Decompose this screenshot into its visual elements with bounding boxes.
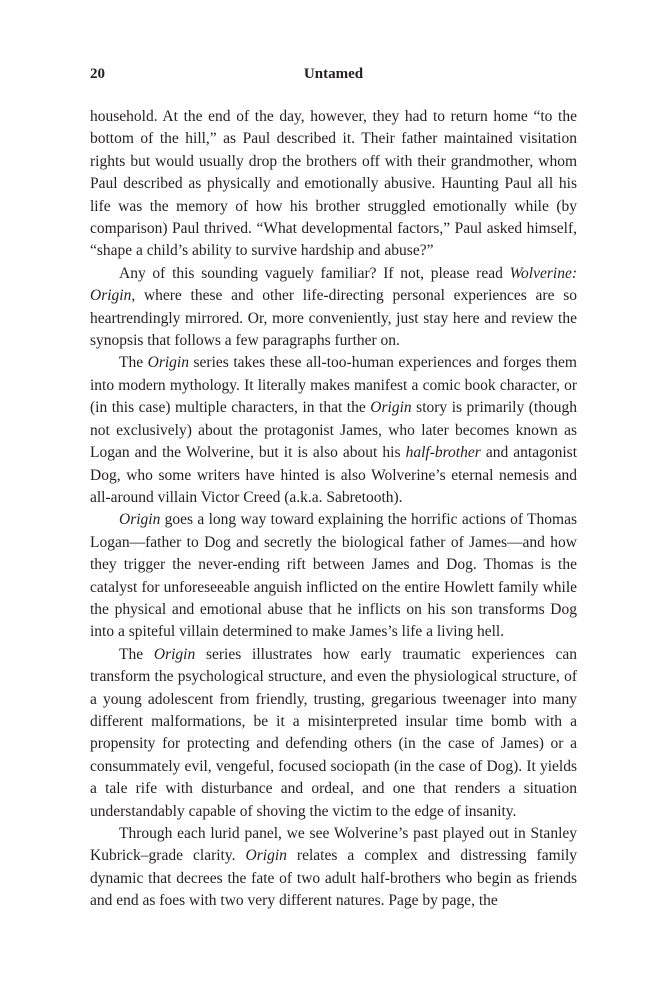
text-run: and antagonist Dog, who some writers have hinted is also Wolverine’s eternal nemesis and all-around villain Victor Creed (a.k.a. Sabretooth). <box>90 444 577 506</box>
text-run: story is primarily (though not exclusively) about the protagonist James, who later becomes known as Logan and the Wolverine, but it is also about his <box>90 399 577 462</box>
text-run: , where these and other life-directing personal experiences are so heartrendingly mirrored. Or, more conveniently, just stay here and review the synopsis that follows a few paragraphs further on. <box>90 287 577 350</box>
text-run: household. At the end of the day, however, they had to return home “to the bottom of the hill,” as Paul described it. Their father maintained visitation rights but would usually drop the brothers off with their grandmother, whom Paul described as physically and emotionally abusive. Haunting Paul all his life was the memory of how his brother struggled emotionally while (by comparison) Paul thrived. “What developmental factors,” Paul asked himself, “shape a child’s ability to survive hardship and abuse?” <box>90 108 577 260</box>
paragraph <box>90 352 577 509</box>
italic-text-run: Wolverine: Origin <box>90 264 577 305</box>
paragraph <box>90 263 577 353</box>
body-text <box>90 106 577 913</box>
italic-text-run: Origin <box>147 354 189 372</box>
paragraph <box>90 509 577 643</box>
paragraph <box>90 644 577 823</box>
italic-text-run: Origin <box>119 511 161 529</box>
text-run: series takes these all-too-human experiences and forges them into modern mythology. It literally makes manifest a comic book character, or (in this case) multiple characters, in that the <box>90 354 577 417</box>
text-run: goes a long way toward explaining the horrific actions of Thomas Logan—father to Dog and secretly the biological father of James—and how they trigger the never-ending rift between James and Dog. Thomas is the catalyst for unforeseeable anguish inflicted on the entire Howlett family while the physical and emotional abuse that he inflicts on his son transforms Dog into a spiteful villain determined to make James’s life a living hell. <box>90 511 577 641</box>
running-title: Untamed <box>303 66 364 82</box>
text-run: series illustrates how early traumatic experiences can transform the psychological structure, and even the physiological structure, of a young adolescent from friendly, trusting, gregarious tweenager into many different malformations, be it a misinterpreted insular time bomb with a propensity for protecting and defending others (in the case of James) or a consummately evil, vengeful, focused sociopath (in the case of Dog). It yields a tale rife with disturbance and ordeal, and one that renders a situation understandably capable of shoving the victim to the edge of insanity. <box>90 645 577 820</box>
running-head <box>90 66 577 86</box>
text-run: The <box>119 645 154 663</box>
page-number: 20 <box>90 66 105 82</box>
italic-text-run: Origin <box>370 399 412 417</box>
text-run: Any of this sounding vaguely familiar? If not, please read <box>119 264 510 282</box>
italic-text-run: Origin <box>153 645 196 663</box>
italic-text-run: Origin <box>245 847 287 865</box>
paragraph <box>90 823 577 913</box>
text-run: Through each lurid panel, we see Wolverine’s past played out in Stanley Kubrick–grade clarity. <box>90 825 577 865</box>
text-run: The <box>119 354 148 372</box>
italic-text-run: half-brother <box>405 444 481 462</box>
paragraph <box>90 106 577 263</box>
text-run: relates a complex and distressing family dynamic that decrees the fate of two adult half-brothers who begin as friends and end as foes with two very different natures. Page by page, the <box>90 847 578 910</box>
